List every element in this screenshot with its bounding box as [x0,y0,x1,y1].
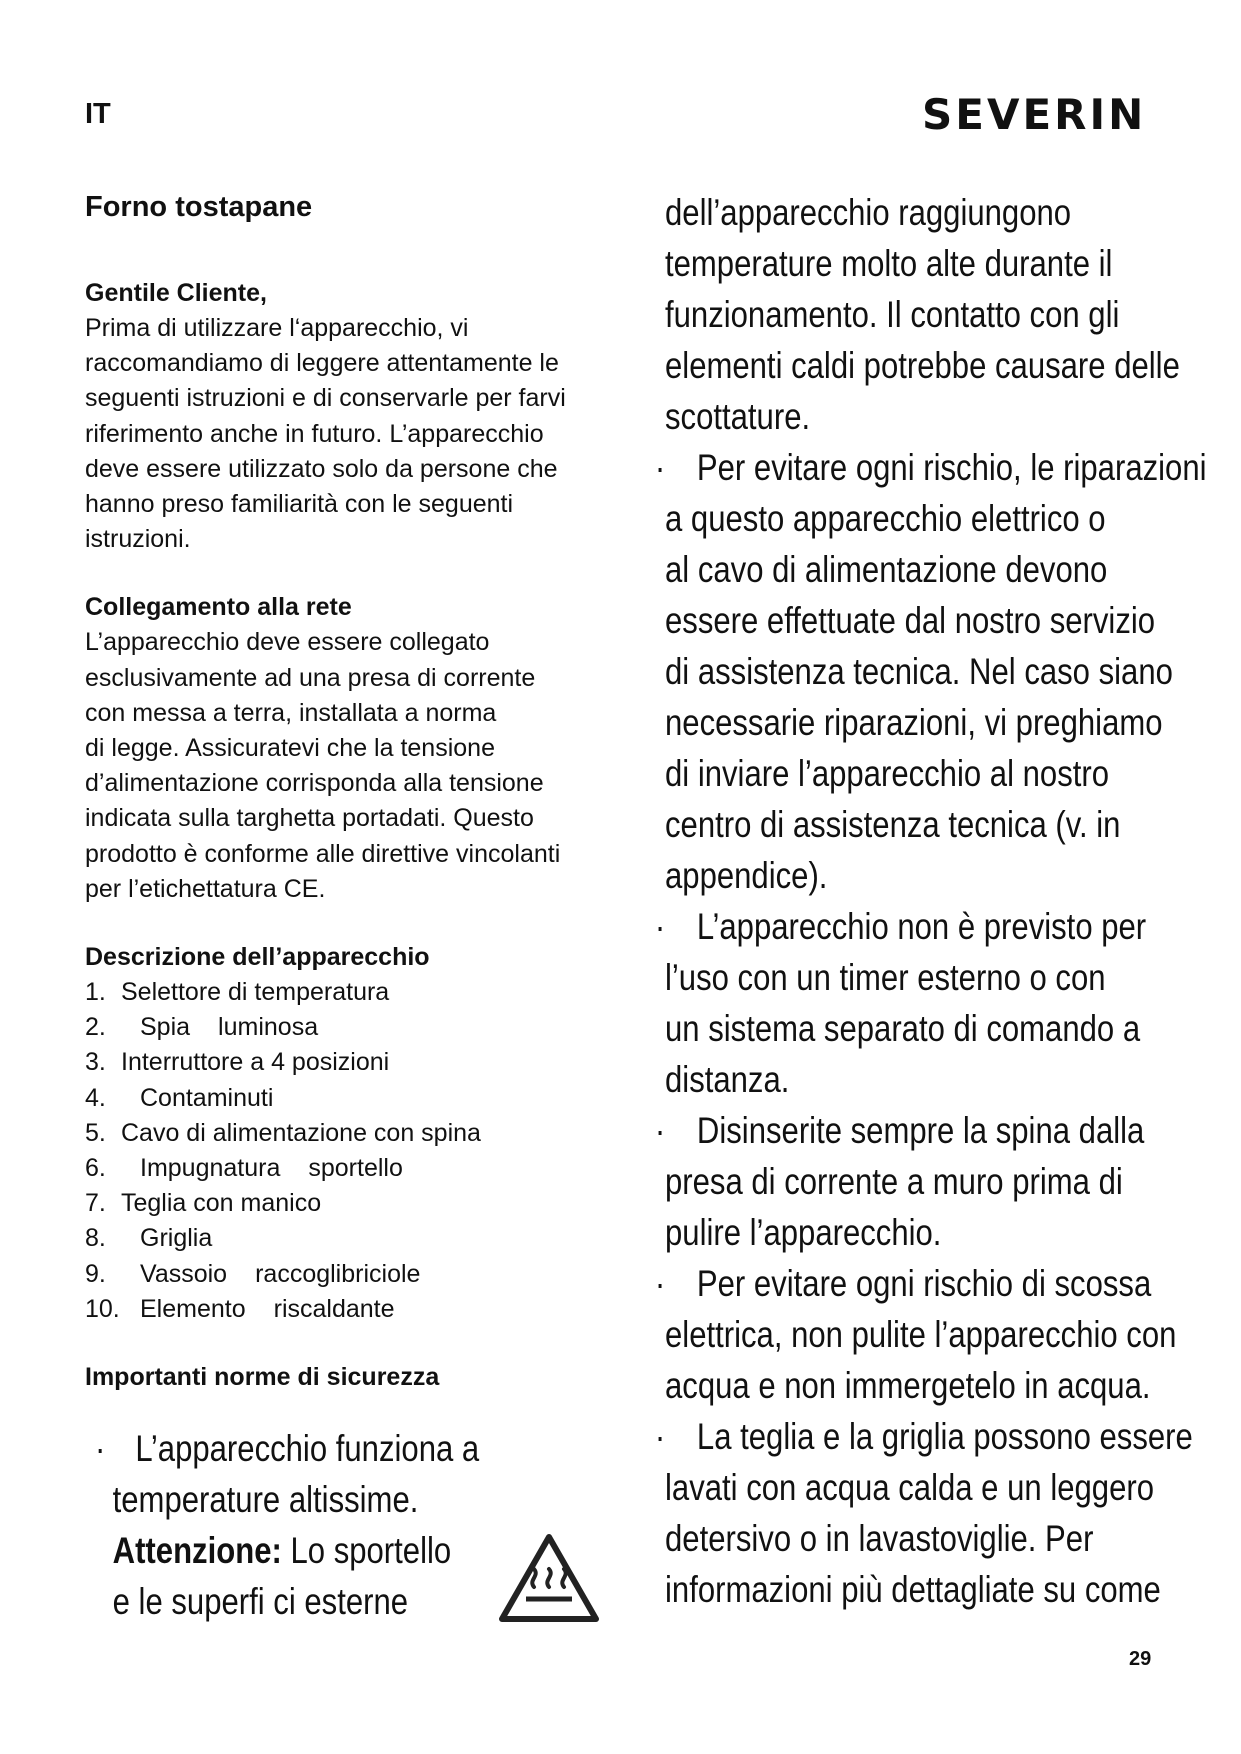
greeting-heading: Gentile Cliente, [85,279,267,307]
bullet: · [654,906,666,947]
line-text: un sistema separato di comando a [665,1008,1141,1049]
item-label: riscaldante [273,1294,395,1323]
line-text: Disinserite sempre la spina dalla [696,1110,1145,1151]
line-text: necessarie riparazioni, vi preghiamo [665,702,1163,743]
attention-text: Lo sportello [290,1530,452,1571]
text-line [665,646,1207,697]
text-line: Prima di utilizzare l‘apparecchio, vi [85,314,469,342]
item-number: 2. [85,1013,106,1042]
text-line [665,238,1207,289]
item-number: 8. [85,1224,106,1253]
list-item [85,1116,605,1151]
text-line [665,1309,1207,1360]
safety-heading: Importanti norme di sicurezza [85,1363,440,1392]
list-item [85,1010,605,1045]
text-line [654,1258,1207,1309]
text-line [665,1156,1207,1207]
connection-paragraph [85,625,605,907]
line-text: detersivo o in lavastoviglie. Per [665,1518,1094,1559]
item-number: 1. [85,978,106,1007]
greeting-paragraph [85,311,605,557]
line-text: di inviare l’apparecchio al nostro [665,753,1110,794]
text-line [654,901,1207,952]
bullet: · [654,1110,666,1151]
line-text: elettrica, non pulite l’apparecchio con [665,1314,1177,1355]
line-text: pulire l’apparecchio. [665,1212,942,1253]
line-text: dell’apparecchio raggiungono [665,192,1072,233]
description-heading: Descrizione dell’apparecchio [85,943,430,972]
line-text: centro di assistenza tecnica (v. in [665,804,1121,845]
item-label: sportello [308,1154,403,1183]
page-title: Forno tostapane [85,191,313,223]
safety-line: L’apparecchio funziona a [135,1428,480,1469]
item-number: 3. [85,1048,106,1077]
text-line: L’apparecchio deve essere collegato [85,628,490,657]
item-label: Teglia con manico [121,1189,322,1218]
item-number: 7. [85,1189,106,1218]
list-item [85,1257,605,1292]
text-line [665,595,1207,646]
item-label: Elemento [140,1294,246,1323]
line-text: presa di corrente a muro prima di [665,1161,1123,1202]
line-text: informazioni più dettagliate su come [665,1569,1161,1610]
text-line: per l’etichettatura CE. [85,874,326,903]
item-label: Impugnatura [140,1154,281,1183]
text-line: istruzioni. [85,525,191,554]
text-line [665,952,1207,1003]
item-label: Interruttore a 4 posizioni [121,1048,390,1077]
item-label: Spia [140,1013,191,1042]
text-line [665,748,1207,799]
text-line: seguenti istruzioni e di conservarle per farvi [85,384,566,413]
right-column [654,187,1241,1615]
line-text: elementi caldi potrebbe causare delle [665,345,1180,386]
text-line [654,1411,1207,1462]
text-line: riferimento anche in futuro. L’apparecchio [85,419,544,448]
text-line [665,1564,1207,1615]
item-number: 10. [85,1294,120,1323]
list-item [85,1186,605,1221]
text-line [665,799,1207,850]
list-item [85,1045,605,1080]
severin-logo: SEVERIN [922,90,1147,139]
text-line [654,442,1207,493]
safety-first-item [95,1423,552,1627]
hot-surface-icon [498,1533,600,1623]
line-text: appendice). [665,855,828,896]
page-number: 29 [1129,1648,1152,1670]
line-text: a questo apparecchio elettrico o [665,498,1106,539]
line-text: distanza. [665,1059,790,1100]
item-number: 4. [85,1083,106,1112]
list-item [85,1221,605,1256]
safety-attention-line [95,1525,479,1576]
text-line [665,289,1207,340]
text-line: esclusivamente ad una presa di corrente [85,663,536,692]
bullet: · [654,447,666,488]
item-label: luminosa [218,1013,319,1042]
item-label: Vassoio [140,1259,228,1288]
text-line [665,697,1207,748]
list-item [85,975,605,1010]
line-text: La teglia e la griglia possono essere [696,1416,1193,1457]
item-number: 5. [85,1118,106,1147]
item-label: Cavo di alimentazione con spina [121,1118,481,1147]
text-line: d’alimentazione corrisponda alla tensione [85,769,544,798]
text-line: prodotto è conforme alle direttive vincolanti [85,839,561,868]
line-text: temperature molto alte durante il [665,243,1113,284]
text-line: deve essere utilizzato solo da persone che [85,454,558,483]
text-line [665,1207,1207,1258]
text-line [665,850,1207,901]
list-item [85,1292,605,1327]
text-line [665,1462,1207,1513]
text-line [665,493,1207,544]
text-line [665,544,1207,595]
parts-list [85,975,605,1327]
text-line [665,187,1207,238]
item-label: Griglia [140,1224,213,1253]
line-text: di assistenza tecnica. Nel caso siano [665,651,1173,692]
text-line [665,1513,1207,1564]
item-label: Contaminuti [140,1083,274,1112]
line-text: funzionamento. Il contatto con gli [665,294,1120,335]
text-line: raccomandiamo di leggere attentamente le [85,349,559,378]
bullet: · [95,1428,106,1469]
line-text: al cavo di alimentazione devono [665,549,1108,590]
text-line [665,391,1207,442]
bullet: · [654,1416,666,1457]
left-column [85,190,605,1395]
text-line: indicata sulla targhetta portadati. Questo [85,804,534,833]
line-text: scottature. [665,396,811,437]
connection-heading: Collegamento alla rete [85,593,352,622]
safety-line: temperature altissime. [112,1479,419,1520]
line-text: lavati con acqua calda e un leggero [665,1467,1154,1508]
item-label: Selettore di temperatura [121,978,390,1007]
line-text: Per evitare ogni rischio di scossa [696,1263,1152,1304]
text-line [665,1054,1207,1105]
list-item [85,1081,605,1116]
text-line [665,1003,1207,1054]
attention-label: Attenzione: [112,1530,282,1571]
line-text: L’apparecchio non è previsto per [696,906,1147,947]
list-item [85,1151,605,1186]
line-text: essere effettuate dal nostro servizio [665,600,1156,641]
bullet: · [654,1263,666,1304]
item-label: raccoglibriciole [255,1259,421,1288]
safety-line: e le superfi ci esterne [112,1581,409,1622]
line-text: Per evitare ogni rischio, le riparazioni [696,447,1207,488]
item-number: 6. [85,1154,106,1183]
item-number: 9. [85,1259,106,1288]
text-line: hanno preso familiarità con le seguenti [85,490,514,519]
text-line: di legge. Assicuratevi che la tensione [85,734,495,763]
text-line [665,340,1207,391]
text-line [654,1105,1207,1156]
text-line: con messa a terra, installata a norma [85,698,497,727]
line-text: acqua e non immergetelo in acqua. [665,1365,1151,1406]
line-text: l’uso con un timer esterno o con [665,957,1106,998]
language-code: IT [85,98,111,130]
text-line [665,1360,1207,1411]
